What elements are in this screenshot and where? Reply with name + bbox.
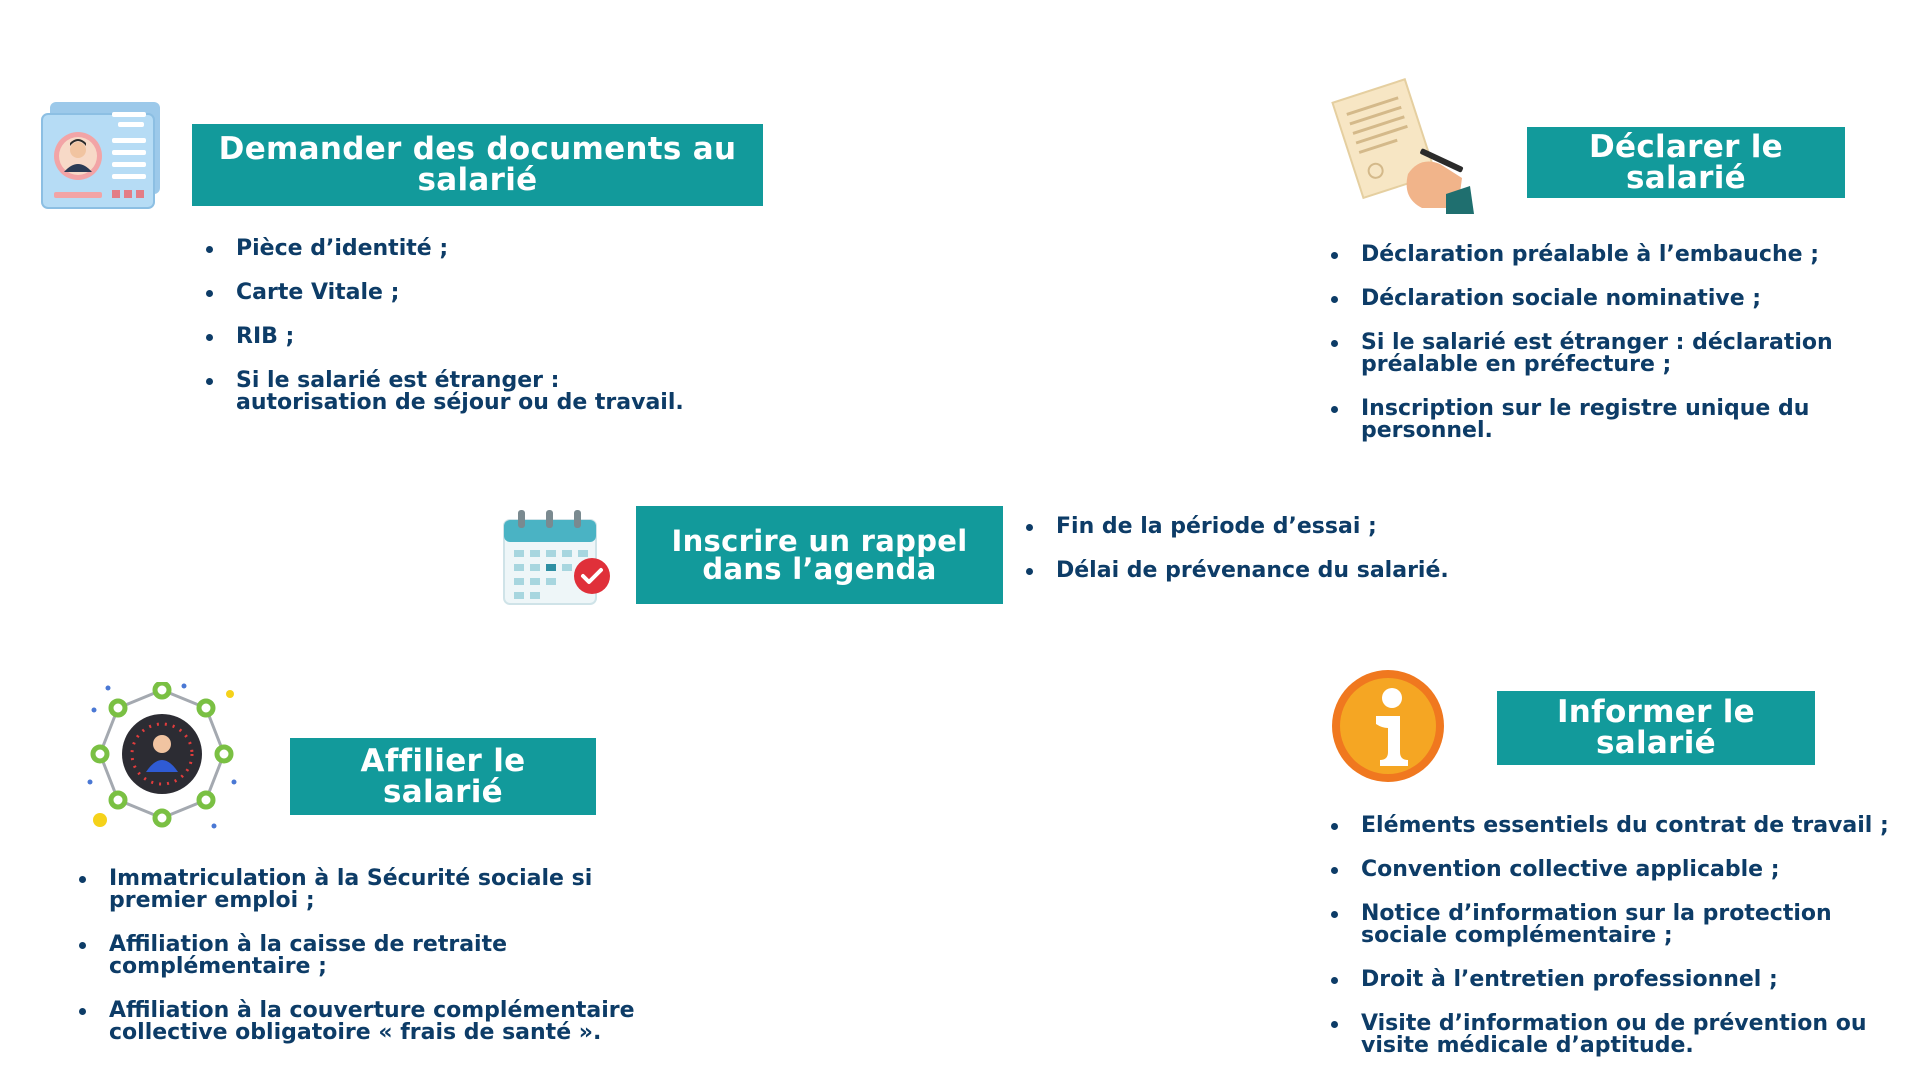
list-item: Convention collective applicable ; <box>1327 859 1907 881</box>
section-title-declarer: Déclarer le salarié <box>1527 127 1845 198</box>
list-item: Carte Vitale ; <box>202 282 702 304</box>
declarer-list <box>1327 244 1907 464</box>
section-title-informer: Informer le salarié <box>1497 691 1815 765</box>
list-item: Visite d’information ou de prévention ou visite médicale d’aptitude. <box>1327 1013 1907 1057</box>
list-item: Affiliation à la couverture complémentaire collective obligatoire « frais de santé ». <box>75 1000 695 1044</box>
list-item: Affiliation à la caisse de retraite complémentaire ; <box>75 934 695 978</box>
list-item: Si le salarié est étranger : autorisation de séjour ou de travail. <box>202 370 702 414</box>
list-item: Droit à l’entretien professionnel ; <box>1327 969 1907 991</box>
list-item: Fin de la période d’essai ; <box>1022 516 1502 538</box>
documents-list <box>202 238 702 436</box>
informer-list <box>1327 815 1907 1079</box>
list-item: Pièce d’identité ; <box>202 238 702 260</box>
affilier-list <box>75 868 695 1066</box>
info-icon <box>1330 668 1446 784</box>
signing-document-icon <box>1326 78 1476 214</box>
list-item: Eléments essentiels du contrat de travail ; <box>1327 815 1907 837</box>
list-item: Notice d’information sur la protection sociale complémentaire ; <box>1327 903 1907 947</box>
rappel-list <box>1022 516 1502 604</box>
list-item: Délai de prévenance du salarié. <box>1022 560 1502 582</box>
list-item: Déclaration préalable à l’embauche ; <box>1327 244 1907 266</box>
id-card-icon <box>38 96 168 216</box>
list-item: Déclaration sociale nominative ; <box>1327 288 1907 310</box>
network-person-icon <box>84 682 240 832</box>
section-title-documents: Demander des documents au salarié <box>192 124 763 206</box>
list-item: Immatriculation à la Sécurité sociale si premier emploi ; <box>75 868 695 912</box>
section-title-affilier: Affilier le salarié <box>290 738 596 815</box>
list-item: Inscription sur le registre unique du personnel. <box>1327 398 1907 442</box>
list-item: RIB ; <box>202 326 702 348</box>
calendar-check-icon <box>500 506 616 610</box>
section-title-rappel: Inscrire un rappel dans l’agenda <box>636 506 1003 604</box>
list-item: Si le salarié est étranger : déclaration préalable en préfecture ; <box>1327 332 1907 376</box>
